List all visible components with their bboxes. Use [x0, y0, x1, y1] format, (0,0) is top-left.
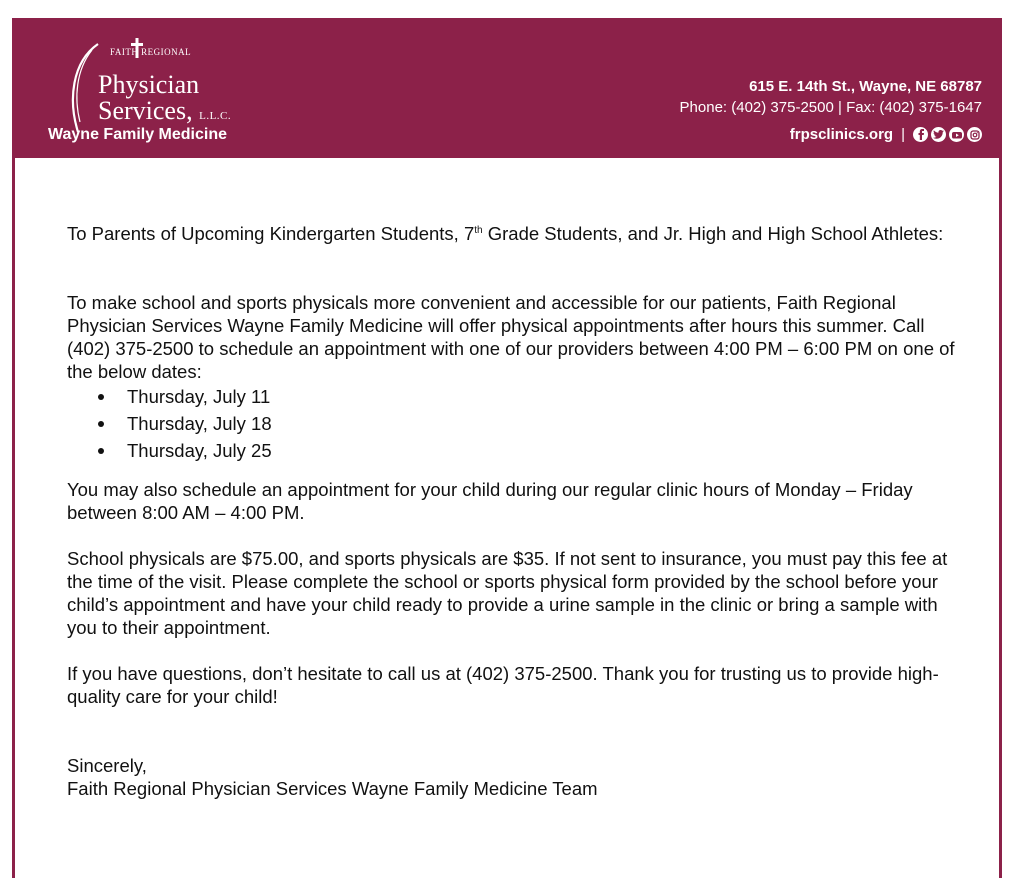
brand-name-small: FAITH REGIONAL [110, 47, 192, 57]
separator: | [901, 126, 905, 143]
brand-logo [62, 40, 262, 140]
letterhead [12, 18, 1002, 158]
social-icons [913, 127, 982, 142]
list-item: Thursday, July 18 [127, 410, 962, 437]
separator: | [838, 99, 842, 116]
list-item: Thursday, July 11 [127, 383, 962, 410]
website-link[interactable]: frpsclinics.org [789, 126, 894, 143]
paragraph-questions: If you have questions, don’t hesitate to call us at (402) 375-2500. Thank you for trusting us to provide high-quality care for your child! [67, 663, 939, 707]
paragraph-regular-hours: You may also schedule an appointment for your child during our regular clinic hours of Monday – Friday between 8:00 AM – 4:00 PM. [67, 479, 913, 523]
brand-name-services: Services, L.L.C. [98, 96, 232, 125]
youtube-icon[interactable] [949, 127, 964, 142]
web-row [680, 124, 982, 145]
letter-body [67, 222, 962, 800]
brand-name-physician: Physician [98, 70, 200, 99]
ordinal-suffix: th [474, 225, 483, 236]
phone-fax-line [680, 97, 982, 118]
clinic-name: Wayne Family Medicine [48, 126, 228, 143]
signature: Faith Regional Physician Services Wayne Family Medicine Team [67, 778, 598, 799]
phone: Phone: (402) 375-2500 [679, 99, 834, 116]
instagram-icon[interactable] [967, 127, 982, 142]
dates-list [67, 383, 962, 464]
fax: Fax: (402) 375-1647 [846, 99, 982, 116]
brand-llc: L.L.C. [199, 110, 232, 122]
contact-block [680, 76, 982, 145]
address: 615 E. 14th St., Wayne, NE 68787 [749, 78, 982, 95]
salutation: To Parents of Upcoming Kindergarten Students, 7th Grade Students, and Jr. High and High School Athletes: [67, 223, 944, 244]
list-item: Thursday, July 25 [127, 437, 962, 464]
paragraph-fees: School physicals are $75.00, and sports physicals are $35. If not sent to insurance, you must pay this fee at the time of the visit. Please complete the school or sports physical form provided by the school before your child’s appointment and have your child ready to provide a urine sample in the clinic or bring a sample with you to their appointment. [67, 548, 948, 638]
paragraph-after-hours: To make school and sports physicals more convenient and accessible for our patients, Faith Regional Physician Services Wayne Family Medicine will offer physical appointments after hours this summer. Call (402) 375-2500 to schedule an appointment with one of our providers between 4:00 PM – 6:00 PM on one of the below dates: [67, 292, 955, 382]
closing: Sincerely, [67, 755, 147, 776]
facebook-icon[interactable] [913, 127, 928, 142]
twitter-icon[interactable] [931, 127, 946, 142]
